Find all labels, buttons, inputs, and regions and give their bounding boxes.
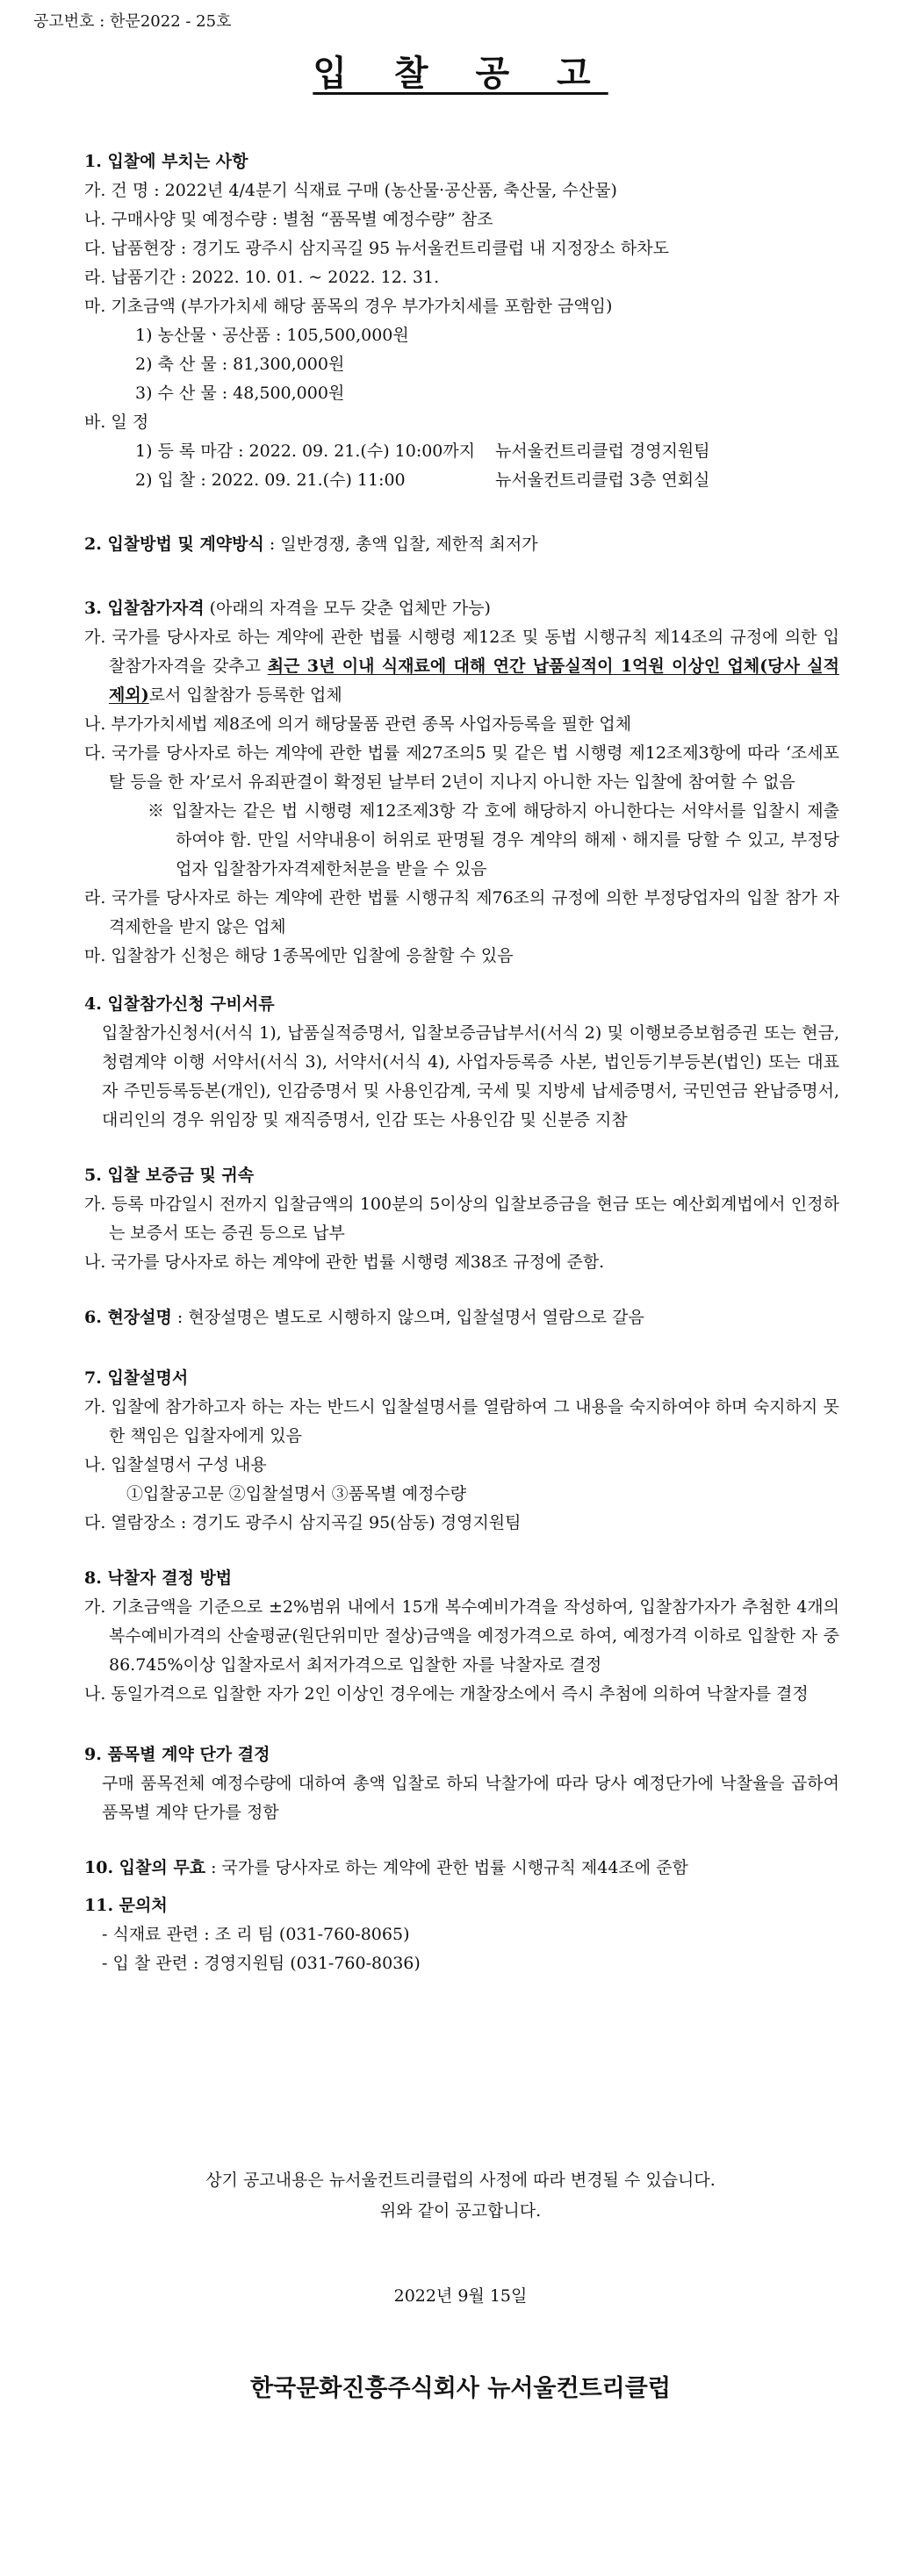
section-text: : 국가를 당사자로 하는 계약에 관한 법률 시행규칙 제44조에 준함: [205, 1858, 688, 1877]
section-text: : 현장설명은 별도로 시행하지 않으며, 입찰설명서 열람으로 갈음: [171, 1308, 644, 1327]
list-item: 나. 구매사양 및 예정수량 : 별첨 “품목별 예정수량” 참조: [84, 210, 493, 229]
item-text: 로서 입찰참가 등록한 업체: [148, 685, 342, 705]
schedule-heading: 바. 일 정: [84, 413, 149, 432]
section-6: [84, 1303, 839, 1332]
section-7: [84, 1364, 839, 1538]
amount-item: 2) 축 산 물 : 81,300,000원: [135, 355, 345, 374]
closing-statement: 위와 같이 공고합니다.: [379, 2201, 542, 2221]
notice-date: 2022년 9월 15일: [393, 2286, 528, 2306]
schedule-place: 뉴서울컨트리클럽 3층 연회실: [495, 470, 710, 490]
list-item: 마. 기초금액 (부가가치세 해당 품목의 경우 부가가치세를 포함한 금액임): [84, 297, 613, 316]
list-item: 가. 등록 마감일시 전까지 입찰금액의 100분의 5이상의 입찰보증금을 현금 또는 예산회계법에서 인정하는 보증서 또는 증권 등으로 납부: [84, 1195, 839, 1243]
section-4: [84, 990, 839, 1135]
section-10: [84, 1854, 839, 1883]
list-item: 나. 부가가치세법 제8조에 의거 해당물품 관련 종목 사업자등록을 필한 업체: [84, 714, 632, 734]
section-11: [84, 1891, 839, 1978]
section-heading: 9. 품목별 계약 단가 결정: [84, 1745, 270, 1764]
schedule-row: [84, 466, 839, 495]
schedule-row: [84, 437, 839, 466]
section-note: (아래의 자격을 모두 갖춘 업체만 가능): [204, 599, 491, 618]
company-name: 한국문화진흥주식회사 뉴서울컨트리클럽: [250, 2375, 671, 2402]
list-item: 나. 입찰설명서 구성 내용: [84, 1455, 267, 1475]
section-heading: 8. 낙찰자 결정 방법: [84, 1568, 233, 1588]
section-1: [84, 147, 839, 495]
list-item: 다. 납품현장 : 경기도 광주시 삼지곡길 95 뉴서울컨트리클럽 내 지정장소 하차도: [84, 239, 669, 258]
notice-body: [84, 147, 839, 1978]
section-heading: 7. 입찰설명서: [84, 1368, 189, 1388]
title-text: 입 찰 공 고: [313, 53, 608, 94]
list-item: 가. 건 명 : 2022년 4/4분기 식재료 구매 (농산물·공산품, 축산물, 수산물): [84, 181, 617, 200]
section-3: [84, 594, 839, 971]
section-heading: 3. 입찰참가자격: [84, 599, 205, 618]
page-title: [0, 53, 921, 95]
list-item: 가. 입찰에 참가하고자 하는 자는 반드시 입찰설명서를 열람하여 그 내용을 숙지하여야 하며 숙지하지 못한 책임은 입찰자에게 있음: [84, 1397, 839, 1446]
list-item: 가. 기초금액을 기준으로 ±2%범위 내에서 15개 복수예비가격을 작성하여, 입찰참가자가 추첨한 4개의 복수예비가격의 산술평균(원단위미만 절상)금액을 예정가격으로 하여, 예정가격 이하로 입찰한 자 중 86.745%이상 입찰자로서 최저가격으로 입찰한 자를 낙찰자로 결정: [84, 1597, 839, 1675]
document-list: ①입찰공고문 ②입찰설명서 ③품목별 예정수량: [126, 1484, 467, 1503]
list-item: [84, 623, 839, 710]
schedule-place: 뉴서울컨트리클럽 경영지원팀: [495, 441, 710, 461]
item-text: 가. 국가를 당사자로 하는 계약에 관한 법률 시행령 제12조 및 동법 시행규칙 제14조의 규정에 의한 입찰참가자격을 갖추고: [84, 628, 839, 676]
list-item: 라. 납품기간 : 2022. 10. 01. ~ 2022. 12. 31.: [84, 268, 440, 287]
section-heading: 6. 현장설명: [84, 1308, 172, 1327]
section-heading: 11. 문의처: [84, 1896, 168, 1915]
amount-item: 1) 농산물ㆍ공산품 : 105,500,000원: [135, 326, 409, 345]
section-heading: 4. 입찰참가신청 구비서류: [84, 994, 275, 1014]
list-item: 마. 입찰참가 신청은 해당 1종목에만 입찰에 응찰할 수 있음: [84, 946, 514, 965]
section-heading: 5. 입찰 보증금 및 귀속: [84, 1166, 255, 1185]
note-block: ※ 입찰자는 같은 법 시행령 제12조제3항 각 호에 해당하지 아니한다는 서약서를 입찰시 제출하여야 함. 만일 서약내용이 허위로 판명될 경우 계약의 해제ㆍ해지를 당할 수 있고, 부정당업자 입찰참가자격제한처분을 받을 수 있음: [148, 801, 839, 879]
notice-number: 공고번호 : 한문2022 - 25호: [33, 12, 232, 31]
contact-item: - 입 찰 관련 : 경영지원팀 (031-760-8036): [102, 1954, 421, 1973]
list-item: 다. 열람장소 : 경기도 광주시 삼지곡길 95(삼동) 경영지원팀: [84, 1513, 522, 1532]
amount-item: 3) 수 산 물 : 48,500,000원: [135, 384, 345, 403]
section-text: : 일반경쟁, 총액 입찰, 제한적 최저가: [263, 535, 538, 554]
schedule-time: 1) 등 록 마감 : 2022. 09. 21.(수) 10:00까지: [135, 441, 476, 461]
section-heading: 2. 입찰방법 및 계약방식: [84, 535, 264, 554]
emphasized-requirement: 최근 3년 이내 식재료에 대해 연간 납품실적이 1억원 이상인 업체(당사 실적 제외): [109, 657, 839, 705]
section-heading: 10. 입찰의 무효: [84, 1858, 206, 1877]
section-2: [84, 530, 839, 559]
list-item: 나. 동일가격으로 입찰한 자가 2인 이상인 경우에는 개찰장소에서 즉시 추첨에 의하여 낙찰자를 결정: [84, 1684, 809, 1704]
closing-statement: 상기 공고내용은 뉴서울컨트리클럽의 사정에 따라 변경될 수 있습니다.: [205, 2171, 716, 2190]
section-9: [84, 1740, 839, 1827]
section-text: 구매 품목전체 예정수량에 대하여 총액 입찰로 하되 낙찰가에 따라 당사 예정단가에 낙찰율을 곱하여 품목별 계약 단가를 정함: [102, 1774, 839, 1822]
section-heading: 1. 입찰에 부치는 사항: [84, 152, 248, 171]
schedule-time: 2) 입 찰 : 2022. 09. 21.(수) 11:00: [135, 470, 406, 490]
section-8: [84, 1564, 839, 1709]
section-5: [84, 1161, 839, 1277]
list-item: 나. 국가를 당사자로 하는 계약에 관한 법률 시행령 제38조 규정에 준함.: [84, 1252, 605, 1272]
list-item: 다. 국가를 당사자로 하는 계약에 관한 법률 제27조의5 및 같은 법 시행령 제12조제3항에 따라 ‘조세포탈 등을 한 자’로서 유죄판결이 확정된 날부터 2년이 지나지 아니한 자는 입찰에 참여할 수 없음: [84, 743, 839, 792]
contact-item: - 식재료 관련 : 조 리 팀 (031-760-8065): [102, 1925, 410, 1944]
list-item: 라. 국가를 당사자로 하는 계약에 관한 법률 시행규칙 제76조의 규정에 의한 부정당업자의 입찰 참가 자격제한을 받지 않은 업체: [84, 888, 839, 936]
section-text: 입찰참가신청서(서식 1), 납품실적증명서, 입찰보증금납부서(서식 2) 및 이행보증보험증권 또는 현금, 청렴계약 이행 서약서(서식 3), 서약서(서식 4), 사업자등록증 사본, 법인등기부등본(법인) 또는 대표자 주민등록등본(개인), 인감증명서 및 사용인감계, 국세 및 지방세 납세증명서, 국민연금 완납증명서, 대리인의 경우 위임장 및 재직증명서, 인감 또는 사용인감 및 신분증 지참: [102, 1023, 839, 1130]
